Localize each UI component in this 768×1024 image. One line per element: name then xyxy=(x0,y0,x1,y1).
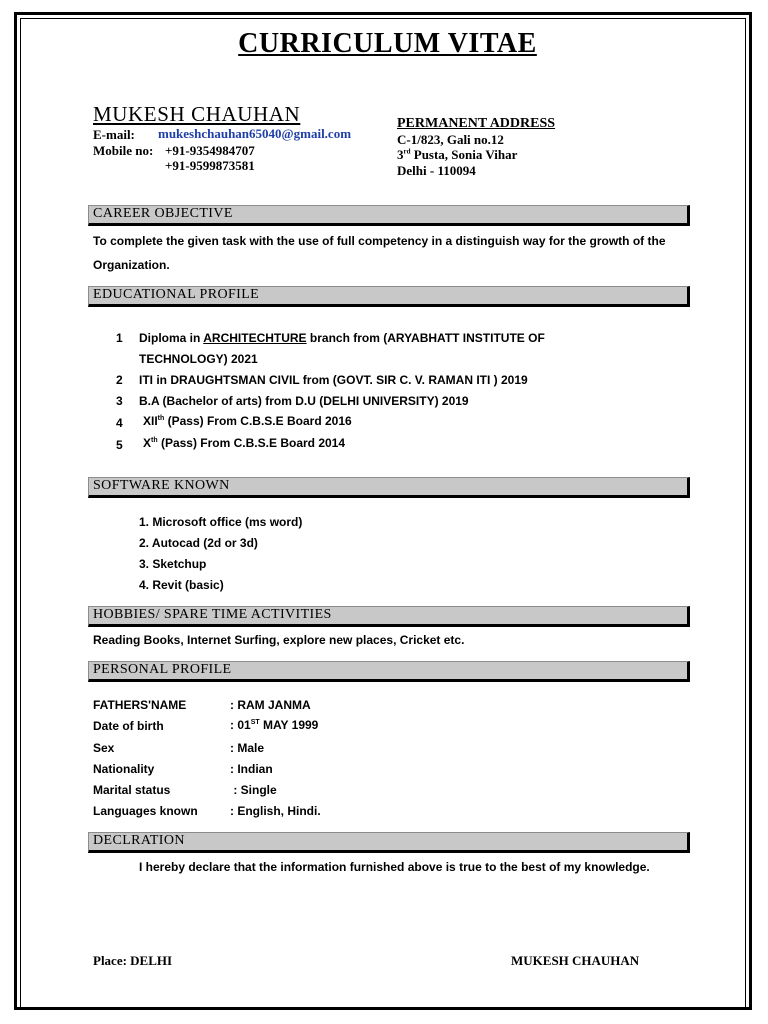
declaration-header: DECLRATION xyxy=(88,832,690,853)
edu-item-number: 1 xyxy=(116,331,123,345)
signature-name: MUKESH CHAUHAN xyxy=(511,953,640,968)
hobbies-text: Reading Books, Internet Surfing, explore new places, Cricket etc. xyxy=(93,633,465,647)
declaration-text: I hereby declare that the information furnished above is true to the best of my knowledge. xyxy=(139,860,650,874)
career-objective-text: To complete the given task with the use of full competency in a distinguish way for the growth of the Organization. xyxy=(93,234,666,272)
address-line-3: Delhi - 110094 xyxy=(397,163,476,178)
personal-label-dob: Date of birth xyxy=(93,719,164,733)
hobbies-header: HOBBIES/ SPARE TIME ACTIVITIES xyxy=(88,606,690,627)
edu-item-diploma: Diploma in ARCHITECHTURE branch from (ARYABHATT INSTITUTE OF xyxy=(139,331,545,345)
software-item: 4. Revit (basic) xyxy=(139,578,224,592)
edu-item-number: 3 xyxy=(116,394,123,408)
edu-item-number: 5 xyxy=(116,438,123,452)
email-link[interactable]: mukeshchauhan65040@gmail.com xyxy=(158,126,352,141)
personal-value-nationality: : Indian xyxy=(230,762,273,776)
personal-label-languages: Languages known xyxy=(93,804,198,818)
educational-profile-header: EDUCATIONAL PROFILE xyxy=(88,286,690,307)
career-objective-header: CAREER OBJECTIVE xyxy=(88,205,690,226)
mobile-number-2: +91-9599873581 xyxy=(165,158,255,173)
candidate-name: MUKESH CHAUHAN xyxy=(93,102,301,126)
software-item: 1. Microsoft office (ms word) xyxy=(139,515,303,529)
edu-item-xii: XIIth (Pass) From C.B.S.E Board 2016 xyxy=(143,414,352,428)
mobile-label: Mobile no: xyxy=(93,143,154,158)
edu-item-number: 4 xyxy=(116,416,123,430)
place-text: Place: DELHI xyxy=(93,953,173,968)
document-title: CURRICULUM VITAE xyxy=(238,28,537,59)
edu-item-iti: ITI in DRAUGHTSMAN CIVIL from (GOVT. SIR C. V. RAMAN ITI ) 2019 xyxy=(139,373,528,387)
personal-label-nationality: Nationality xyxy=(93,762,155,776)
personal-value-marital: : Single xyxy=(230,783,277,797)
software-item: 3. Sketchup xyxy=(139,557,207,571)
address-line-1: C-1/823, Gali no.12 xyxy=(397,132,504,147)
personal-label-sex: Sex xyxy=(93,741,115,755)
personal-value-dob: : 01ST MAY 1999 xyxy=(230,718,319,732)
personal-value-sex: : Male xyxy=(230,741,265,755)
edu-item-ba: B.A (Bachelor of arts) from D.U (DELHI UNIVERSITY) 2019 xyxy=(139,394,469,408)
personal-label-marital: Marital status xyxy=(93,783,171,797)
address-heading: PERMANENT ADDRESS xyxy=(397,116,556,131)
address-line-2: 3rd Pusta, Sonia Vihar xyxy=(397,147,518,162)
edu-item-diploma-cont: TECHNOLOGY) 2021 xyxy=(139,352,258,366)
mobile-number-1: +91-9354984707 xyxy=(165,143,255,158)
personal-profile-header: PERSONAL PROFILE xyxy=(88,661,690,682)
software-known-header: SOFTWARE KNOWN xyxy=(88,477,690,498)
software-item: 2. Autocad (2d or 3d) xyxy=(139,536,258,550)
personal-label-father: FATHERS'NAME xyxy=(93,698,187,712)
edu-item-number: 2 xyxy=(116,373,123,387)
email-label: E-mail: xyxy=(93,127,135,142)
edu-item-x: Xth (Pass) From C.B.S.E Board 2014 xyxy=(143,436,346,450)
personal-value-languages: : English, Hindi. xyxy=(230,804,321,818)
personal-value-father: : RAM JANMA xyxy=(230,698,311,712)
